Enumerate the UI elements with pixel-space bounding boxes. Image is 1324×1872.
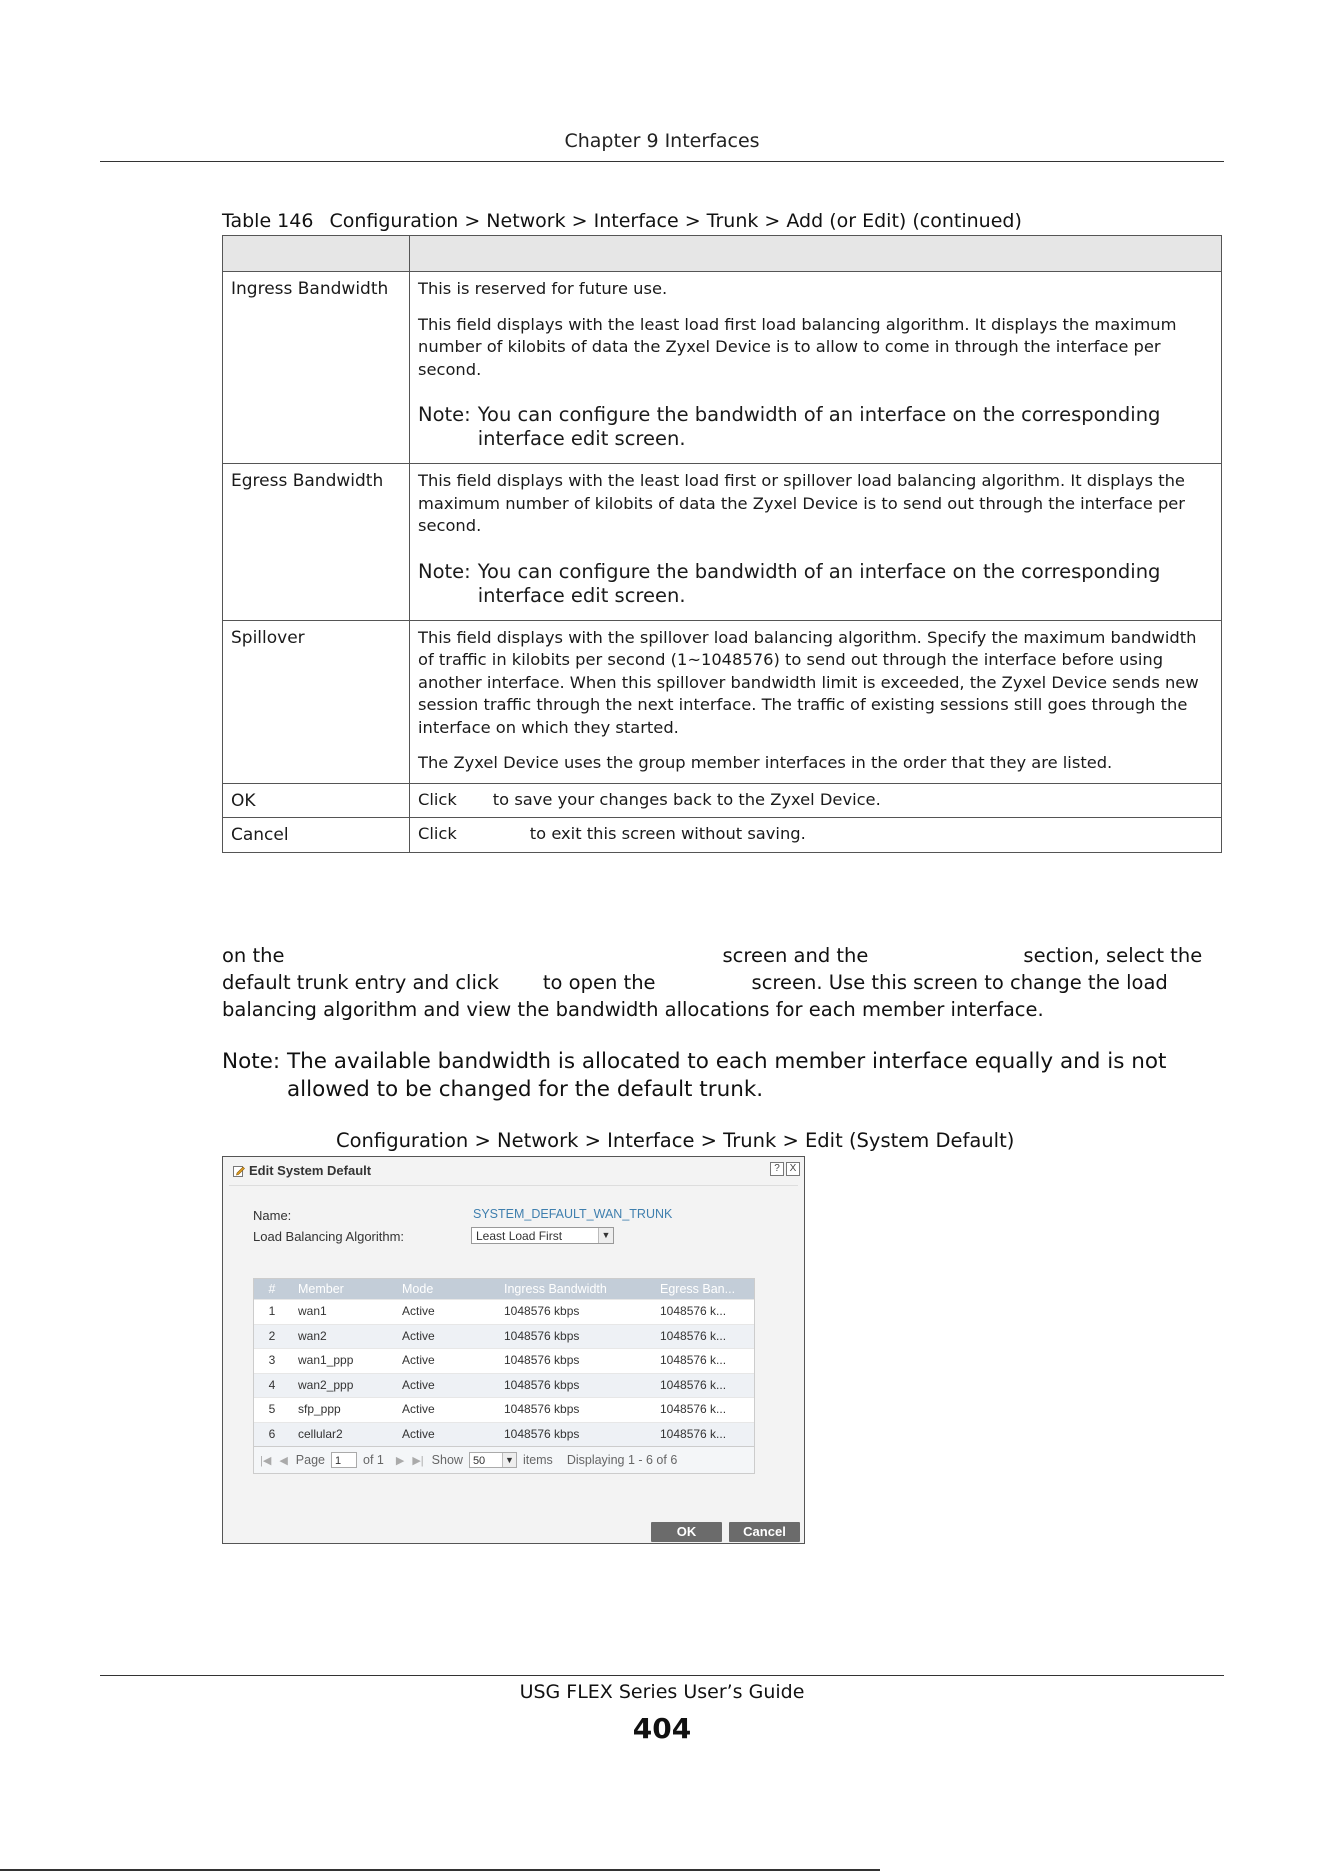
cell: sfp_ppp xyxy=(298,1402,341,1416)
header-cell-description xyxy=(410,236,1222,272)
table-row xyxy=(223,783,1222,818)
note-text: allowed to be changed for the default trunk. xyxy=(287,1077,764,1102)
cell: 1048576 k... xyxy=(660,1328,727,1343)
dialog-controls xyxy=(770,1162,800,1176)
body-text: to open the xyxy=(542,971,656,994)
table-row[interactable] xyxy=(254,1397,754,1422)
cell: 1048576 kbps xyxy=(504,1426,580,1441)
description-paragraph: This field displays with the spillover load balancing algorithm. Specify the maximum bandwidth of traffic in kilobits per second (1~1048576) to send out through the interface before using another interface. When this spillover bandwidth limit is exceeded, the Zyxel Device sends new session traffic through the next interface. The traffic of existing sessions still goes through the interface on which they started. xyxy=(418,627,1199,737)
cell: 1 xyxy=(268,1304,276,1318)
body-text: screen and the xyxy=(722,944,869,967)
row-description xyxy=(410,272,1222,464)
note-text: The available bandwidth is allocated to each member interface equally and is not xyxy=(286,1049,1167,1074)
table-row[interactable] xyxy=(254,1299,754,1324)
cell: 1048576 k... xyxy=(660,1377,727,1392)
table-row[interactable] xyxy=(254,1324,754,1349)
chevron-down-icon: ▼ xyxy=(502,1453,516,1467)
last-page-icon[interactable]: ▶| xyxy=(412,1454,424,1467)
cell: wan2 xyxy=(298,1328,327,1343)
note-text: interface edit screen. xyxy=(477,583,686,607)
table-header-row xyxy=(223,236,1222,272)
grid-header xyxy=(254,1279,754,1299)
row-label: OK xyxy=(223,783,410,818)
page-input[interactable]: 1 xyxy=(331,1452,357,1468)
note-text: interface edit screen. xyxy=(477,427,686,450)
chapter-header: Chapter 9 Interfaces xyxy=(564,130,760,152)
cell: 1048576 k... xyxy=(660,1426,727,1441)
cell: Active xyxy=(402,1328,435,1343)
body-text: balancing algorithm and view the bandwidth allocations for each member interface. xyxy=(222,998,1044,1021)
table-row[interactable] xyxy=(254,1373,754,1398)
algorithm-label: Load Balancing Algorithm: xyxy=(253,1229,405,1244)
click-word: Click xyxy=(418,789,457,809)
ok-button[interactable]: OK xyxy=(651,1522,722,1542)
member-grid xyxy=(253,1278,755,1474)
table-row xyxy=(223,620,1222,783)
body-text: section, select the xyxy=(1023,944,1203,967)
body-text: screen. Use this screen to change the load xyxy=(751,971,1168,994)
name-label: Name: xyxy=(253,1208,292,1223)
row-description xyxy=(410,783,1222,818)
note-block xyxy=(222,1048,1232,1104)
next-page-icon[interactable]: ▶ xyxy=(395,1454,405,1467)
cell: Active xyxy=(402,1377,435,1392)
cancel-description: to exit this screen without saving. xyxy=(529,824,806,843)
row-label: Ingress Bandwidth xyxy=(223,272,410,464)
table-note xyxy=(418,560,1213,608)
row-description xyxy=(410,464,1222,621)
bottom-rule xyxy=(0,1869,880,1871)
cell: 5 xyxy=(268,1402,276,1416)
cell: Active xyxy=(402,1402,435,1416)
guide-title: USG FLEX Series User’s Guide xyxy=(519,1681,805,1703)
displaying-label: Displaying 1 - 6 of 6 xyxy=(566,1453,678,1467)
page-number: 404 xyxy=(632,1712,692,1745)
table-row[interactable] xyxy=(254,1348,754,1373)
page-size-value: 50 xyxy=(472,1455,486,1467)
column-header[interactable]: Member xyxy=(298,1282,344,1296)
cell: wan2_ppp xyxy=(298,1377,354,1392)
dialog-title xyxy=(233,1163,371,1178)
row-label: Cancel xyxy=(223,818,410,853)
table-caption xyxy=(222,210,1022,232)
cancel-button[interactable]: Cancel xyxy=(729,1522,800,1542)
ok-description: to save your changes back to the Zyxel Device. xyxy=(492,789,881,809)
page-label: Page xyxy=(295,1453,325,1467)
spec-table xyxy=(222,235,1222,853)
items-label: items xyxy=(522,1453,553,1467)
table-number: Table 146 xyxy=(222,210,314,232)
cell: cellular2 xyxy=(298,1426,343,1441)
cell: Active xyxy=(402,1426,435,1441)
cell: Active xyxy=(402,1353,435,1367)
row-description xyxy=(410,620,1222,783)
column-header[interactable]: Egress Ban... xyxy=(660,1282,736,1296)
cell: Active xyxy=(402,1304,435,1318)
table-row xyxy=(223,818,1222,853)
description-paragraph: This field displays with the least load first load balancing algorithm. It displays the maximum number of kilobits of data the Zyxel Device is to allow to come in through the interface per second. xyxy=(418,314,1177,379)
cell: wan1_ppp xyxy=(298,1353,354,1367)
table-row[interactable] xyxy=(254,1422,754,1447)
cell: 6 xyxy=(268,1426,276,1441)
page-count: of 1 xyxy=(363,1453,384,1467)
help-icon[interactable]: ? xyxy=(770,1162,784,1176)
figure-caption: Configuration > Network > Interface > Trunk > Edit (System Default) xyxy=(336,1129,1015,1152)
header-rule xyxy=(100,161,1224,162)
edit-system-default-dialog xyxy=(222,1156,805,1544)
previous-page-icon[interactable]: ◀ xyxy=(279,1454,288,1467)
cell: 2 xyxy=(268,1328,276,1343)
algorithm-value: Least Load First xyxy=(476,1229,563,1243)
row-label: Egress Bandwidth xyxy=(223,464,410,621)
cell: 1048576 k... xyxy=(660,1402,727,1416)
chevron-down-icon: ▼ xyxy=(598,1228,613,1243)
row-description xyxy=(410,818,1222,853)
column-header[interactable]: Mode xyxy=(402,1282,434,1296)
cell: 1048576 kbps xyxy=(504,1377,580,1392)
body-text: on the xyxy=(222,944,285,967)
cell: 1048576 kbps xyxy=(504,1304,580,1318)
row-label: Spillover xyxy=(223,620,410,783)
dialog-title-text: Edit System Default xyxy=(249,1163,372,1178)
cell: wan1 xyxy=(298,1304,327,1318)
close-icon[interactable]: X xyxy=(786,1162,800,1176)
header-cell-label xyxy=(223,236,410,272)
cell: 1048576 k... xyxy=(660,1353,727,1367)
cell: 1048576 k... xyxy=(660,1304,727,1318)
note-label: Note: xyxy=(222,1049,281,1074)
page-size-select[interactable] xyxy=(469,1452,517,1468)
note-text: You can configure the bandwidth of an interface on the corresponding xyxy=(477,403,1161,426)
footer-rule xyxy=(100,1675,1224,1676)
first-page-icon[interactable]: |◀ xyxy=(260,1454,272,1467)
name-value: SYSTEM_DEFAULT_WAN_TRUNK xyxy=(473,1207,673,1221)
description-paragraph: This field displays with the least load first or spillover load balancing algorithm. It displays the maximum number of kilobits of data the Zyxel Device is to send out through the interface per second. xyxy=(418,471,1185,535)
note-text: You can configure the bandwidth of an interface on the corresponding xyxy=(477,559,1161,583)
table-row xyxy=(223,464,1222,621)
body-paragraph xyxy=(222,942,1232,1023)
show-label: Show xyxy=(431,1453,463,1467)
click-word: Click xyxy=(418,824,457,843)
cell: 1048576 kbps xyxy=(504,1353,580,1367)
column-header[interactable]: # xyxy=(268,1282,276,1296)
column-header[interactable]: Ingress Bandwidth xyxy=(504,1282,607,1296)
note-label: Note: xyxy=(418,403,471,426)
cell: 1048576 kbps xyxy=(504,1402,580,1416)
cell: 3 xyxy=(268,1353,276,1367)
table-title: Configuration > Network > Interface > Trunk > Add (or Edit) (continued) xyxy=(329,210,1022,232)
edit-icon xyxy=(233,1165,245,1177)
cell: 4 xyxy=(268,1377,276,1392)
body-text: default trunk entry and click xyxy=(222,971,499,994)
grid-pager xyxy=(254,1446,754,1473)
description-paragraph: This is reserved for future use. xyxy=(418,279,668,298)
description-paragraph: The Zyxel Device uses the group member interfaces in the order that they are listed. xyxy=(418,753,1113,772)
cell: 1048576 kbps xyxy=(504,1328,580,1343)
dialog-divider xyxy=(229,1185,798,1186)
algorithm-select[interactable] xyxy=(471,1227,614,1244)
table-note xyxy=(418,403,1213,451)
table-row xyxy=(223,272,1222,464)
note-label: Note: xyxy=(418,559,471,583)
